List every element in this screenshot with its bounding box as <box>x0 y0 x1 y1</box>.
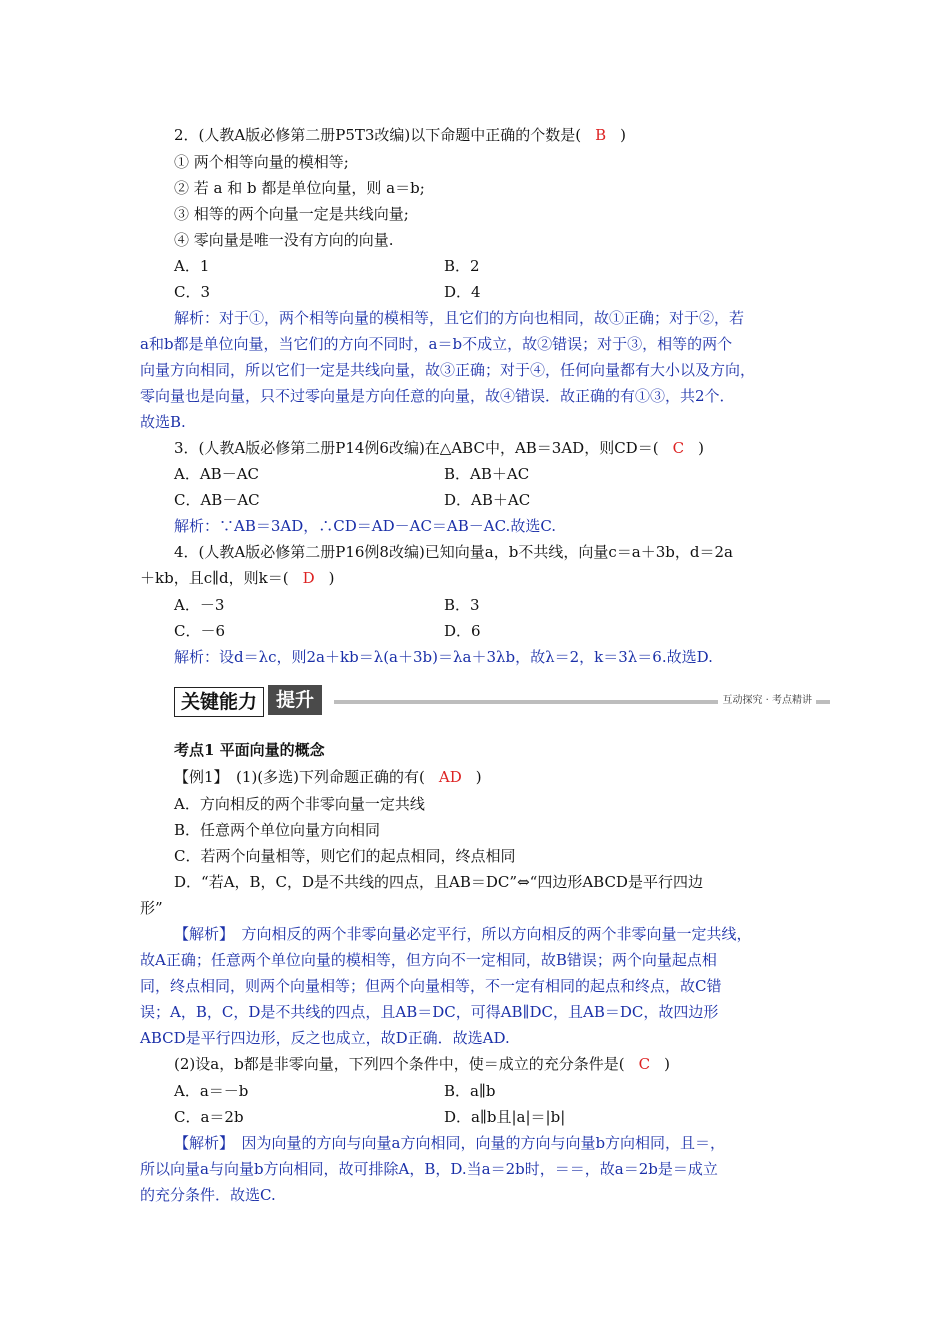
q4-option-c: C．－6 <box>174 622 226 640</box>
ex1-option-b: B．任意两个单位向量方向相同 <box>174 821 381 839</box>
ex1-stem-text: 【例1】 (1)(多选)下列命题正确的有( <box>174 768 425 786</box>
q2-stem-text: 2．(人教A版必修第二册P5T3改编)以下命题中正确的个数是( <box>174 126 582 144</box>
q4-close: ) <box>328 569 335 587</box>
ex2-option-b: B．a∥b <box>444 1082 496 1100</box>
ex1-stem <box>174 767 482 787</box>
q3-option-d: D．AB＋AC <box>444 491 531 509</box>
ex1-analysis-line-3: 同，终点相同，则两个向量相等；但两个向量相等，不一定有相同的起点和终点，故C错 <box>140 977 722 995</box>
q2-analysis-line-3: 向量方向相同，所以它们一定是共线向量，故③正确；对于④，任何向量都有大小以及方向， <box>140 361 756 379</box>
q2-answer: B <box>595 126 607 144</box>
section-title: 关键能力 <box>174 687 264 717</box>
ex2-analysis-line-2: 所以向量a与向量b方向相同，故可排除A，B，D.当a＝2b时，＝＝，故a＝2b是＝成立 <box>140 1160 718 1178</box>
ex1-analysis-line-4: 误；A，B，C，D是不共线的四点，且AB＝DC，可得AB∥DC，且AB＝DC，故四边形 <box>140 1003 719 1021</box>
q4-stem-line-2 <box>140 568 334 588</box>
q4-option-a: A．－3 <box>174 596 225 614</box>
q2-item-4: ④ 零向量是唯一没有方向的向量. <box>174 231 394 249</box>
q4-answer: D <box>302 569 315 587</box>
q2-item-1: ① 两个相等向量的模相等; <box>174 153 349 171</box>
q3-close: ) <box>698 439 704 457</box>
q3-option-a: A．AB－AC <box>174 465 259 483</box>
ex1-analysis-line-2: 故A正确；任意两个单位向量的模相等，但方向不一定相同，故B错误；两个向量起点相 <box>140 951 717 969</box>
q3-answer: C <box>672 439 685 457</box>
ex2-option-a: A．a＝－b <box>174 1082 249 1100</box>
q3-option-b: B．AB＋AC <box>444 465 530 483</box>
ex2-option-d: D．a∥b且|a|＝|b| <box>444 1108 566 1126</box>
ex1-analysis-line-1: 【解析】 方向相反的两个非零向量必定平行，所以方向相反的两个非零向量一定共线， <box>174 925 752 943</box>
ex1-analysis-line-5: ABCD是平行四边形，反之也成立，故D正确．故选AD. <box>140 1029 510 1047</box>
ex2-stem <box>174 1054 670 1074</box>
q3-analysis: 解析：∵AB＝3AD，∴CD＝AD－AC＝AB－AC.故选C. <box>174 517 557 535</box>
kaodian-title: 考点1 平面向量的概念 <box>174 741 325 759</box>
section-tag: 提升 <box>268 685 322 715</box>
q2-option-d: D．4 <box>444 283 481 301</box>
ex2-close: ) <box>664 1055 670 1073</box>
section-header-bar <box>174 687 830 717</box>
ex2-option-c: C．a＝2b <box>174 1108 244 1126</box>
q4-option-d: D．6 <box>444 622 481 640</box>
ex1-option-c: C．若两个向量相等，则它们的起点相同，终点相同 <box>174 847 516 865</box>
q4-option-b: B．3 <box>444 596 480 614</box>
q3-option-c: C．AB－AC <box>174 491 260 509</box>
q2-analysis-line-4: 零向量也是向量，只不过零向量是方向任意的向量，故④错误．故正确的有①③，共2个． <box>140 387 735 405</box>
ex1-close: ) <box>475 768 482 786</box>
section-subtitle: 互动探究 · 考点精讲 <box>718 691 816 706</box>
ex2-analysis-line-1: 【解析】 因为向量的方向与向量a方向相同，向量的方向与向量b方向相同，且＝， <box>174 1134 726 1152</box>
q2-analysis-line-2: a和b都是单位向量，当它们的方向不同时，a＝b不成立，故②错误；对于③，相等的两个 <box>140 335 733 353</box>
q2-option-c: C．3 <box>174 283 211 301</box>
ex1-answer: AD <box>438 768 462 786</box>
q2-item-2: ② 若 a 和 b 都是单位向量，则 a＝b; <box>174 179 425 197</box>
q2-analysis-line-5: 故选B. <box>140 413 186 431</box>
q2-option-a: A．1 <box>174 257 210 275</box>
q3-stem-text: 3．(人教A版必修第二册P14例6改编)在△ABC中，AB＝3AD，则CD＝( <box>174 439 659 457</box>
q4-stem-line-1: 4．(人教A版必修第二册P16例8改编)已知向量a，b不共线，向量c＝a＋3b，d＝2a <box>174 543 733 561</box>
q3-stem <box>174 438 704 458</box>
q2-close: ) <box>620 126 627 144</box>
q4-stem-text: ＋kb，且c∥d，则k＝( <box>140 569 289 587</box>
q2-stem <box>174 125 626 145</box>
ex2-stem-text: (2)设a，b都是非零向量，下列四个条件中，使＝成立的充分条件是( <box>174 1055 625 1073</box>
ex2-answer: C <box>638 1055 651 1073</box>
ex1-option-d: D．“若A，B，C，D是不共线的四点，且AB＝DC”⇔“四边形ABCD是平行四边 <box>174 873 703 891</box>
q2-analysis-line-1: 解析：对于①，两个相等向量的模相等，且它们的方向也相同，故①正确；对于②，若 <box>174 309 745 327</box>
ex2-analysis-line-3: 的充分条件．故选C. <box>140 1186 276 1204</box>
ex1-option-d-cont: 形” <box>140 899 163 917</box>
q4-analysis: 解析：设d＝λc，则2a＋kb＝λ(a＋3b)＝λa＋3λb，故λ＝2，k＝3λ＝6.故选D. <box>174 648 713 666</box>
q2-option-b: B．2 <box>444 257 480 275</box>
ex1-option-a: A．方向相反的两个非零向量一定共线 <box>174 795 425 813</box>
q2-item-3: ③ 相等的两个向量一定是共线向量; <box>174 205 409 223</box>
